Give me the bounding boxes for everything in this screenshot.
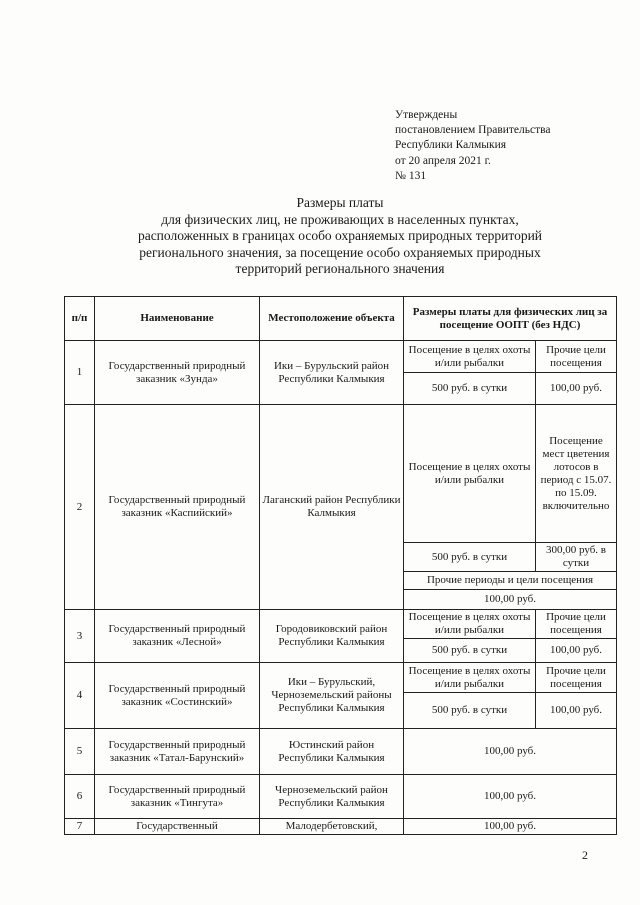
fees-table bbox=[64, 296, 617, 835]
fee-price: 100,00 руб. bbox=[404, 775, 617, 819]
table-row bbox=[65, 341, 617, 373]
row-location: Ики – Бурульский, Черноземельский районы Республики Калмыкия bbox=[260, 663, 404, 729]
table-row bbox=[65, 663, 617, 693]
row-name: Государственный природный заказник «Зунда» bbox=[95, 341, 260, 405]
table-row bbox=[65, 819, 617, 835]
row-location: Ики – Бурульский район Республики Калмыкия bbox=[260, 341, 404, 405]
row-num: 1 bbox=[65, 341, 95, 405]
row-name: Государственный природный заказник «Тингута» bbox=[95, 775, 260, 819]
title-line: для физических лиц, не проживающих в населенных пунктах, bbox=[161, 211, 519, 227]
fee-price-hunting: 500 руб. в сутки bbox=[404, 543, 536, 572]
title-line: территорий регионального значения bbox=[235, 261, 445, 276]
row-num: 5 bbox=[65, 729, 95, 775]
fee-label-hunting: Посещение в целях охоты и/или рыбалки bbox=[404, 610, 536, 639]
fee-label-hunting: Посещение в целях охоты и/или рыбалки bbox=[404, 663, 536, 693]
row-location: Лаганский район Республики Калмыкия bbox=[260, 405, 404, 610]
row-num: 4 bbox=[65, 663, 95, 729]
title-line: Размеры платы bbox=[296, 195, 384, 210]
header-name: Наименование bbox=[95, 297, 260, 341]
page-number: 2 bbox=[582, 848, 588, 862]
row-name: Государственный природный заказник «Состинский» bbox=[95, 663, 260, 729]
header-num: п/п bbox=[65, 297, 95, 341]
approval-line: от 20 апреля 2021 г. bbox=[395, 154, 491, 167]
approval-block bbox=[395, 108, 551, 184]
row-num: 6 bbox=[65, 775, 95, 819]
fee-price-other: 100,00 руб. bbox=[404, 590, 617, 610]
fee-price-hunting: 500 руб. в сутки bbox=[404, 373, 536, 405]
row-location: Юстинский район Республики Калмыкия bbox=[260, 729, 404, 775]
approval-line: № 131 bbox=[395, 169, 427, 182]
fee-label-hunting: Посещение в целях охоты и/или рыбалки bbox=[404, 341, 536, 373]
header-fees: Размеры платы для физических лиц за посещение ООПТ (без НДС) bbox=[404, 297, 617, 341]
row-location: Черноземельский район Республики Калмыкия bbox=[260, 775, 404, 819]
fee-label-other: Прочие цели посещения bbox=[536, 610, 617, 639]
table-row bbox=[65, 405, 617, 543]
fee-label-hunting: Посещение в целях охоты и/или рыбалки bbox=[404, 405, 536, 543]
row-name: Государственный bbox=[95, 819, 260, 835]
header-location: Местоположение объекта bbox=[260, 297, 404, 341]
fee-label-other: Прочие цели посещения bbox=[536, 341, 617, 373]
row-name: Государственный природный заказник «Лесной» bbox=[95, 610, 260, 663]
title-line: расположенных в границах особо охраняемых природных территорий bbox=[137, 228, 543, 243]
approval-line: постановлением Правительства bbox=[395, 124, 551, 137]
fee-price-other: 100,00 руб. bbox=[536, 639, 617, 663]
row-name: Государственный природный заказник «Каспийский» bbox=[95, 405, 260, 610]
row-name: Государственный природный заказник «Татал-Барунский» bbox=[95, 729, 260, 775]
document-title bbox=[60, 195, 620, 278]
fee-label-lotus: Посещение мест цветения лотосов в период с 15.07. по 15.09. включительно bbox=[536, 405, 617, 543]
approval-line: Утверждены bbox=[395, 109, 458, 121]
fee-price: 100,00 руб. bbox=[404, 819, 617, 835]
fee-price: 100,00 руб. bbox=[404, 729, 617, 775]
approval-line: Республики Калмыкия bbox=[395, 139, 507, 152]
fee-price-lotus: 300,00 руб. в сутки bbox=[536, 543, 617, 572]
fee-price-other: 100,00 руб. bbox=[536, 373, 617, 405]
title-line: регионального значения, за посещение особо охраняемых природных bbox=[139, 244, 541, 260]
row-num: 7 bbox=[65, 819, 95, 835]
fee-price-hunting: 500 руб. в сутки bbox=[404, 639, 536, 663]
fee-price-hunting: 500 руб. в сутки bbox=[404, 693, 536, 729]
table-row bbox=[65, 610, 617, 639]
row-num: 2 bbox=[65, 405, 95, 610]
row-location: Городовиковский район Республики Калмыкия bbox=[260, 610, 404, 663]
fee-label-other: Прочие периоды и цели посещения bbox=[404, 572, 617, 590]
table-header-row bbox=[65, 297, 617, 341]
row-location: Малодербетовский, bbox=[260, 819, 404, 835]
table-row bbox=[65, 729, 617, 775]
fee-label-other: Прочие цели посещения bbox=[536, 663, 617, 693]
fee-price-other: 100,00 руб. bbox=[536, 693, 617, 729]
row-num: 3 bbox=[65, 610, 95, 663]
table-row bbox=[65, 775, 617, 819]
